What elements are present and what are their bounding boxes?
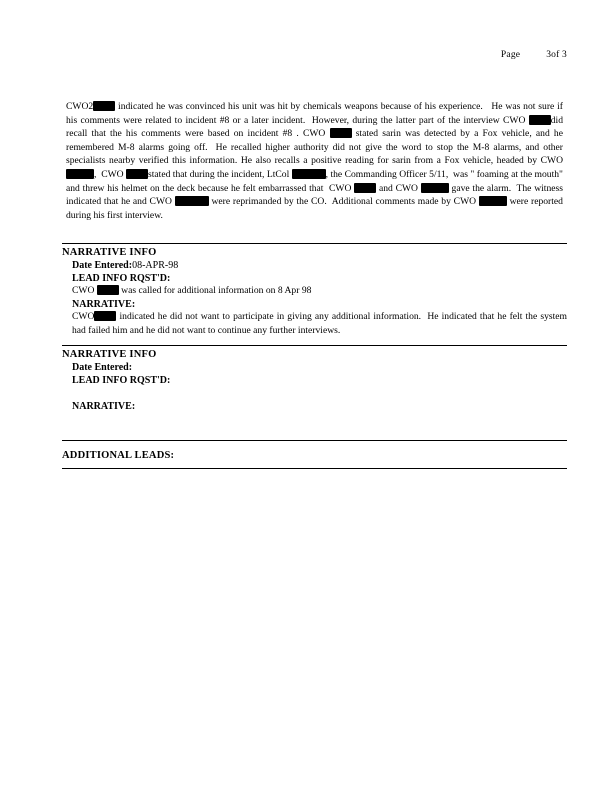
section-divider	[62, 345, 567, 346]
date-entered-label: Date Entered:	[72, 260, 133, 271]
redaction-box	[354, 183, 376, 193]
narrative-paragraph: CWO2 indicated he was convinced his unit was hit by chemicals weapons because of his experience. He was not sure if his comments were related to incident #8 or a later incident. However, during the latter part of the interview CWO did recall that the his comments were based on incident #8 . CWO stated sarin was detected by a Fox vehicle, and he remembered M-8 alarms going off. He recalled higher authority did not give the word to stop the M-8 alarms, and other specialists nearby verified this information. He also recalls a positive reading for sarin from a Fox vehicle, headed by CWO , CWO stated that during the incident, LtCol , the Commanding Officer 5/11, was " foaming at the mouth" and threw his helmet on the deck because he felt embarrassed that CWO and CWO gave the alarm. The witness indicated that he and CWO were reprimanded by the CO. Additional comments made by CWO were reported during his first interview.	[66, 101, 563, 221]
redaction-box	[175, 196, 209, 206]
lead-info-field	[72, 375, 567, 386]
narrative-label: NARRATIVE:	[72, 401, 136, 412]
page-header-label: Page	[500, 50, 521, 60]
lead-info-label: LEAD INFO RQST'D:	[72, 273, 171, 284]
lead-info-label: LEAD INFO RQST'D:	[72, 375, 171, 386]
date-entered-label: Date Entered:	[72, 362, 133, 373]
redaction-box	[97, 285, 119, 295]
section-narrative-info-1	[62, 247, 567, 337]
section-divider	[62, 243, 567, 244]
section-title: NARRATIVE INFO	[62, 349, 157, 360]
lead-info-text: CWO was called for additional information on 8 Apr 98	[72, 285, 312, 296]
redaction-box	[330, 128, 352, 138]
lead-info-field	[72, 273, 567, 284]
additional-leads-title: ADDITIONAL LEADS:	[62, 450, 175, 461]
redaction-box	[66, 169, 94, 179]
date-entered-field	[72, 362, 567, 373]
narrative-body	[66, 100, 563, 222]
section-divider	[62, 440, 567, 441]
page-header	[501, 50, 567, 60]
date-entered-field	[72, 260, 567, 271]
section-divider	[62, 468, 567, 469]
narrative-text: CWO indicated he did not want to participate in giving any additional information. He indicated that he felt the system had failed him and he did not want to continue any further interviews.	[72, 311, 567, 336]
redaction-box	[292, 169, 326, 179]
blank-line	[62, 386, 567, 399]
redaction-box	[126, 169, 148, 179]
redaction-box	[529, 115, 551, 125]
date-entered-value: 08-APR-98	[132, 260, 179, 271]
narrative-label: NARRATIVE:	[72, 299, 136, 311]
section-narrative-info-2	[62, 349, 567, 412]
page-header-number: 3of 3	[546, 50, 567, 60]
redaction-box	[479, 196, 507, 206]
section-title: NARRATIVE INFO	[62, 247, 157, 258]
redaction-box	[93, 101, 115, 111]
redaction-box	[421, 183, 449, 193]
redaction-box	[94, 311, 116, 321]
section-additional-leads	[62, 450, 567, 461]
